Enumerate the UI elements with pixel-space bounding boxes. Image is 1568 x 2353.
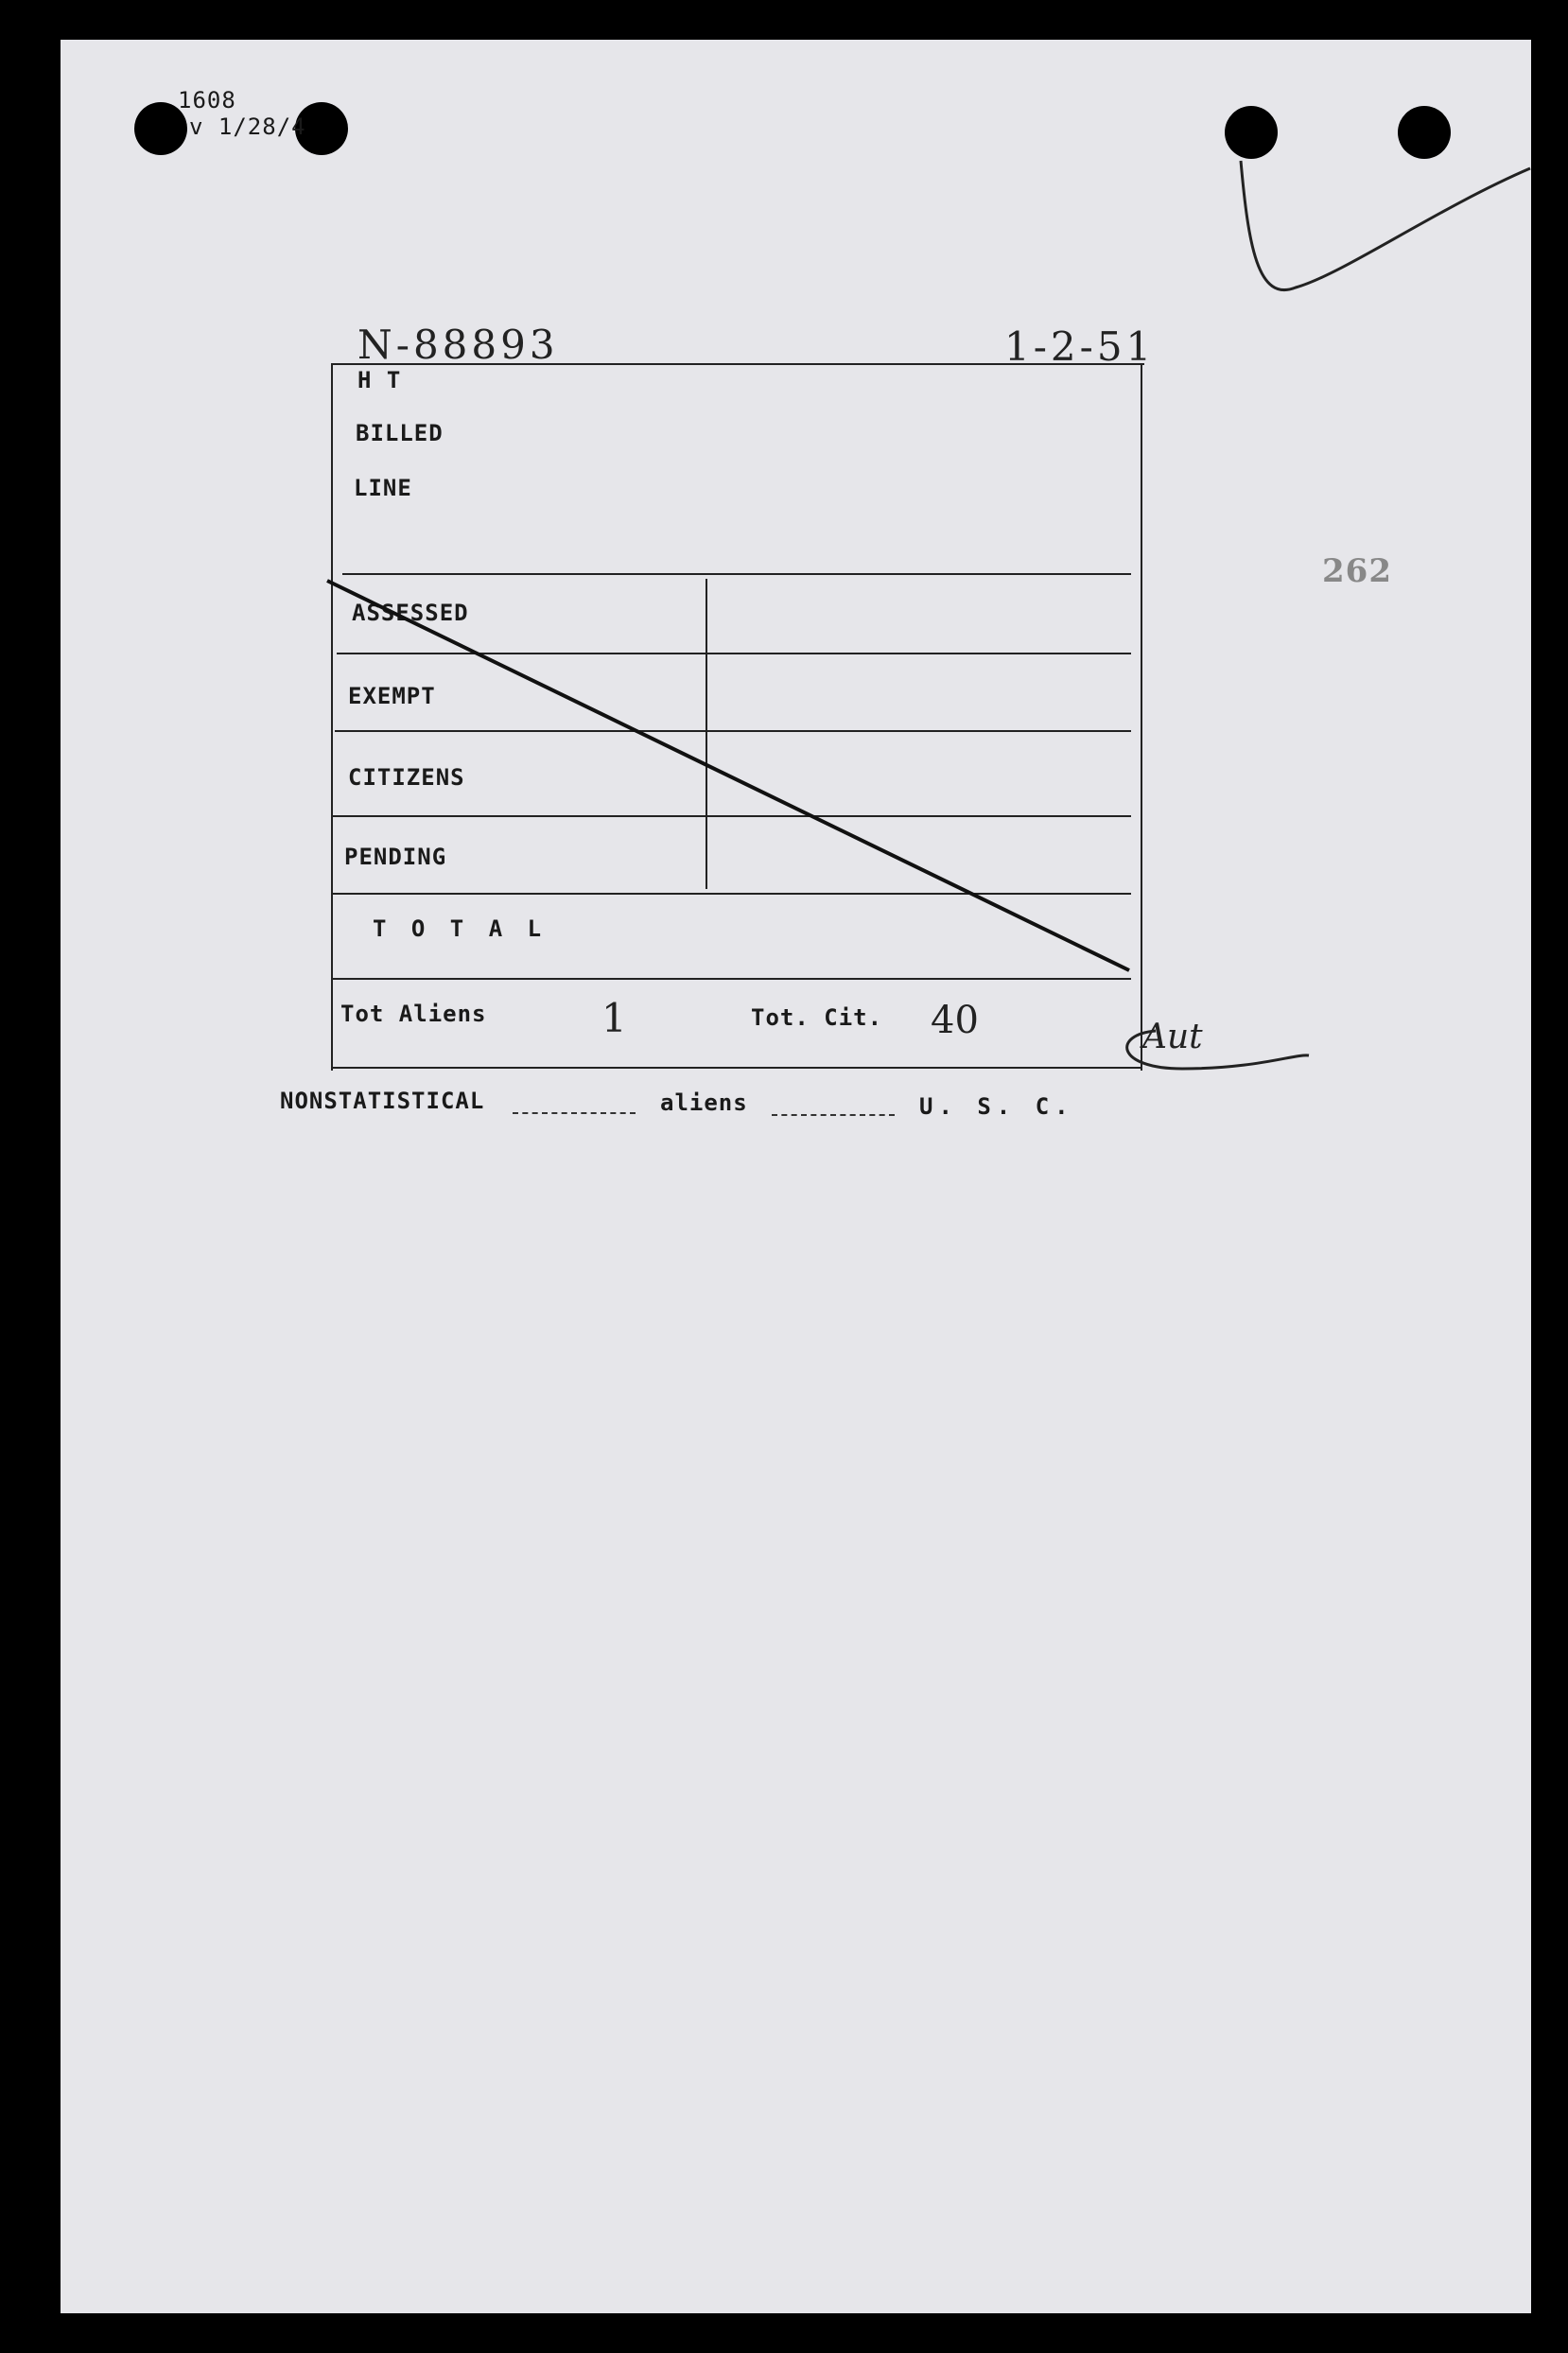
corner-curve-mark (1241, 161, 1530, 290)
tot-cit-value: 40 (931, 999, 979, 1042)
stamp-number: 262 (1322, 552, 1392, 590)
row-line: LINE (354, 475, 412, 501)
form-revision: v 1/28/4 (189, 113, 306, 140)
row-pending: PENDING (344, 844, 447, 870)
form-number: 1608 (178, 87, 236, 113)
total-label: T O T A L (373, 915, 548, 942)
tot-aliens-value: 1 (601, 995, 627, 1041)
row-assessed: ASSESSED (352, 600, 469, 626)
initials: Aut (1142, 1018, 1203, 1056)
row-ht: H T (357, 367, 402, 393)
tot-cit-label: Tot. Cit. (751, 1004, 883, 1031)
cancel-diagonal-line (327, 581, 1129, 970)
row-billed: BILLED (356, 420, 444, 446)
row-citizens: CITIZENS (348, 764, 465, 791)
initials-loop (1127, 1031, 1309, 1069)
usc-label: U. S. C. (919, 1093, 1074, 1120)
aliens-label: aliens (660, 1089, 748, 1116)
manifest-number: N-88893 (357, 322, 559, 368)
row-exempt: EXEMPT (348, 683, 436, 709)
tot-aliens-label: Tot Aliens (340, 1001, 487, 1027)
manifest-date: 1-2-51 (1004, 323, 1156, 370)
nonstatistical-label: NONSTATISTICAL (280, 1088, 485, 1114)
